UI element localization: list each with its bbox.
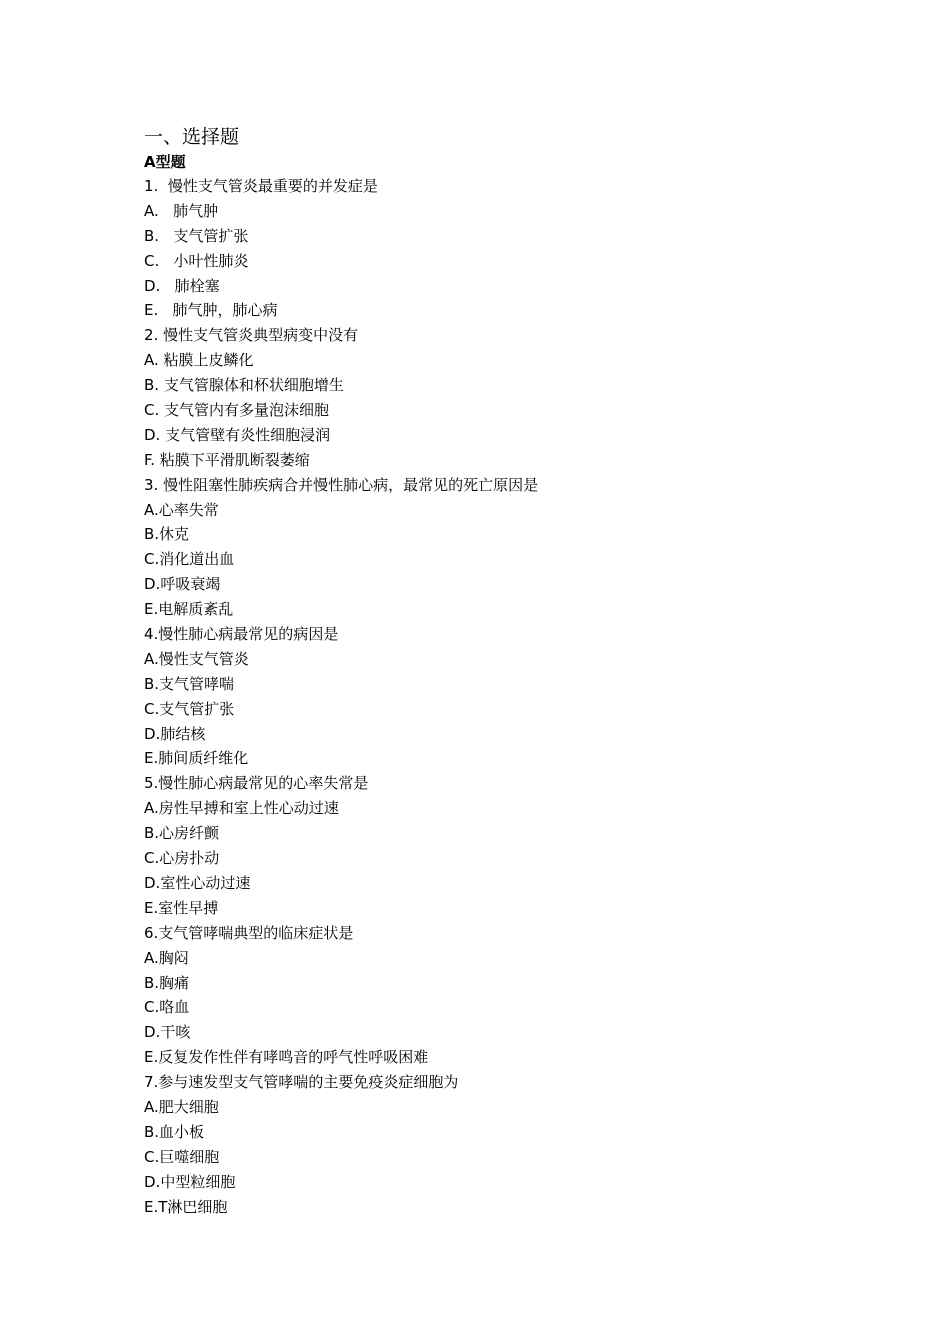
text-line: D.肺结核 [144, 724, 206, 743]
document-page [144, 124, 904, 1219]
text-line: D. 支气管壁有炎性细胞浸润 [144, 425, 331, 444]
text-line: A.肥大细胞 [144, 1097, 219, 1116]
text-line: C.巨噬细胞 [144, 1147, 220, 1166]
text-line: E.肺间质纤维化 [144, 749, 249, 768]
text-line: A.房性早搏和室上性心动过速 [144, 799, 339, 818]
text-line: 5.慢性肺心病最常见的心率失常是 [144, 774, 369, 793]
text-line: 2. 慢性支气管炎典型病变中没有 [144, 326, 359, 345]
text-line: F. 粘膜下平滑肌断裂萎缩 [144, 450, 310, 469]
text-line: E.室性早搏 [144, 898, 219, 917]
question-list [144, 174, 904, 1219]
text-line: D.干咳 [144, 1023, 191, 1042]
text-line: B.休克 [144, 525, 190, 544]
text-line: B.胸痛 [144, 973, 190, 992]
text-line: C. 小叶性肺炎 [144, 251, 249, 270]
text-line: 3. 慢性阻塞性肺疾病合并慢性肺心病，最常见的死亡原因是 [144, 475, 539, 494]
text-line: 1. 慢性支气管炎最重要的并发症是 [144, 177, 378, 195]
text-line: C.消化道出血 [144, 550, 235, 569]
text-line: 4.慢性肺心病最常见的病因是 [144, 625, 339, 644]
text-line: C.支气管扩张 [144, 699, 235, 718]
text-line: A. 肺气肿 [144, 201, 219, 220]
text-line: D.中型粒细胞 [144, 1172, 236, 1191]
text-line: E.电解质紊乱 [144, 600, 234, 619]
text-line: C.心房扑动 [144, 849, 220, 868]
text-line: D.呼吸衰竭 [144, 575, 221, 594]
text-line: B. 支气管扩张 [144, 226, 249, 245]
text-line: B.心房纤颤 [144, 824, 220, 843]
text-line: E.T淋巴细胞 [144, 1197, 228, 1216]
text-line: D. 肺栓塞 [144, 276, 220, 295]
text-line: A.心率失常 [144, 500, 219, 519]
text-line: E. 肺气肿，肺心病 [144, 301, 278, 320]
text-line: D.室性心动过速 [144, 873, 251, 892]
text-line: E.反复发作性伴有哮鸣音的呼气性呼吸困难 [144, 1048, 429, 1067]
text-line: 7.参与速发型支气管哮喘的主要免疫炎症细胞为 [144, 1073, 459, 1092]
text-line: C. 支气管内有多量泡沫细胞 [144, 401, 330, 420]
text-line: B.支气管哮喘 [144, 674, 235, 693]
text-line: A.胸闷 [144, 948, 189, 967]
text-line: A.慢性支气管炎 [144, 649, 249, 668]
text-line: A. 粘膜上皮鳞化 [144, 351, 254, 370]
section-title: 一、选择题 [144, 126, 240, 148]
text-line: 6.支气管哮喘典型的临床症状是 [144, 923, 354, 942]
text-line: B.血小板 [144, 1122, 205, 1141]
subsection-title: A型题 [144, 153, 186, 171]
text-line: B. 支气管腺体和杯状细胞增生 [144, 376, 344, 395]
text-line: C.咯血 [144, 998, 190, 1017]
